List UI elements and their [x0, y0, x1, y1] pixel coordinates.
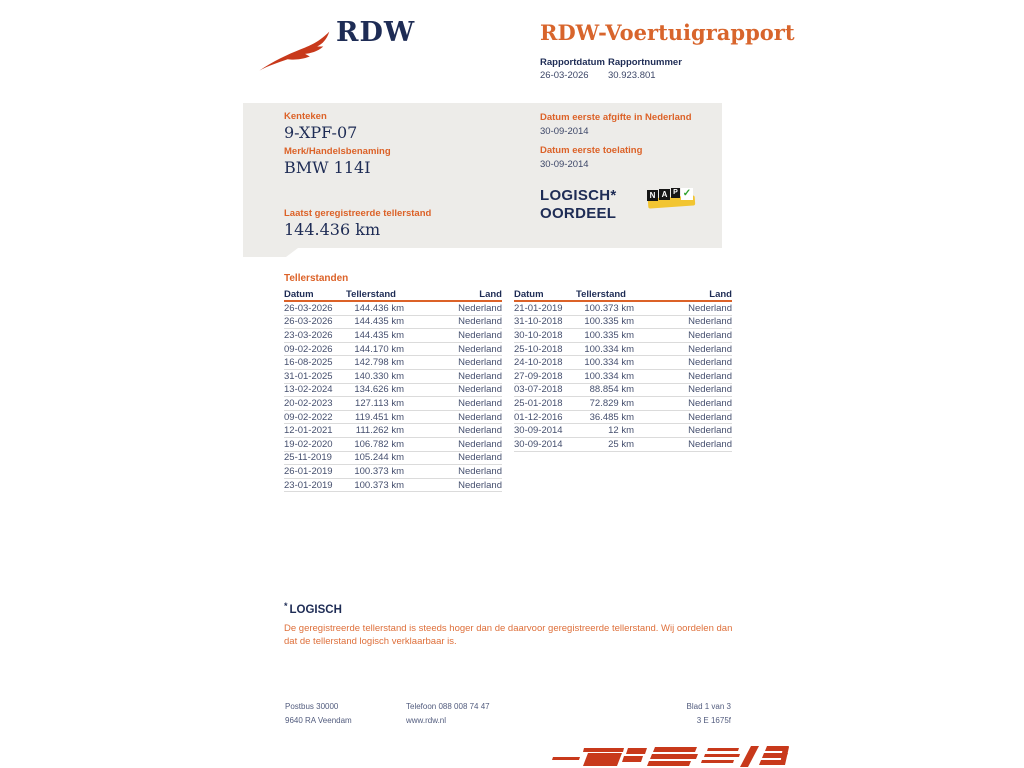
table-cell: Nederland [458, 343, 502, 355]
table-cell: 144.435 km [354, 329, 404, 341]
table-cell: 12-01-2021 [284, 425, 333, 437]
table-header-row [284, 289, 502, 302]
table-cell: 12 km [608, 425, 634, 437]
table-cell: Nederland [458, 438, 502, 450]
table-row [284, 465, 502, 479]
table-cell: 19-02-2020 [284, 438, 333, 450]
table-cell: 144.170 km [354, 343, 404, 355]
table-cell: Nederland [688, 370, 732, 382]
tellerstanden-title: Tellerstanden [284, 273, 349, 284]
table-row [514, 384, 732, 398]
merk-value: BMW 114I [284, 158, 371, 177]
vehicle-summary-panel [243, 103, 722, 248]
eerste-toelating-label: Datum eerste toelating [540, 145, 643, 156]
table-cell: 30-10-2018 [514, 329, 563, 341]
footer-address [285, 700, 352, 728]
table-cell: Nederland [688, 343, 732, 355]
table-cell: Nederland [688, 302, 732, 314]
table-cell: Nederland [688, 438, 732, 450]
table-cell: 21-01-2019 [514, 302, 563, 314]
laatste-tellerstand-label: Laatst geregistreerde tellerstand [284, 208, 432, 219]
table-row [514, 343, 732, 357]
table-cell: Nederland [458, 357, 502, 369]
table-cell: Nederland [458, 425, 502, 437]
table-cell: Nederland [688, 316, 732, 328]
footer-pageinfo [687, 700, 731, 728]
oordeel-line2: OORDEEL [540, 204, 617, 222]
table-cell: Nederland [688, 329, 732, 341]
table-cell: 20-02-2023 [284, 397, 333, 409]
footer-page-number: Blad 1 van 3 [686, 702, 731, 711]
table-row [284, 479, 502, 493]
table-cell: 26-01-2019 [284, 465, 333, 477]
nap-check-icon: ✓ [682, 188, 692, 199]
kenteken-label: Kenteken [284, 111, 327, 122]
table-cell: Nederland [458, 316, 502, 328]
col-header-land: Land [479, 289, 502, 300]
nap-logo [647, 186, 697, 211]
table-row [284, 370, 502, 384]
table-cell: Nederland [458, 384, 502, 396]
table-row [284, 397, 502, 411]
table-row [514, 370, 732, 384]
eerste-afgifte-value: 30-09-2014 [540, 126, 589, 137]
eerste-toelating-value: 30-09-2014 [540, 159, 589, 170]
table-cell: 105.244 km [354, 452, 404, 464]
table-cell: 100.373 km [354, 465, 404, 477]
table-cell: 25-10-2018 [514, 343, 563, 355]
table-cell: 111.262 km [355, 425, 404, 437]
table-row [284, 452, 502, 466]
table-cell: 13-02-2024 [284, 384, 333, 396]
note-asterisk: * [284, 601, 288, 611]
nap-letter-p: P [671, 188, 680, 198]
table-cell: 03-07-2018 [514, 384, 563, 396]
page-title: RDW-Voertuigrapport [540, 20, 795, 45]
table-row [284, 302, 502, 316]
table-cell: 31-10-2018 [514, 316, 563, 328]
nap-letter-a: A [659, 189, 670, 200]
table-row [284, 343, 502, 357]
table-cell: 100.334 km [584, 370, 634, 382]
table-cell: 144.435 km [354, 316, 404, 328]
table-row [284, 424, 502, 438]
table-cell: Nederland [458, 302, 502, 314]
summary-panel-tab-shape [243, 248, 298, 257]
table-cell: 100.334 km [584, 343, 634, 355]
odometer-table-left [284, 289, 502, 492]
table-cell: 106.782 km [354, 438, 404, 450]
col-header-tellerstand: Tellerstand [346, 289, 396, 300]
col-header-datum: Datum [514, 289, 544, 300]
report-date-label: Rapportdatum [540, 57, 605, 68]
speed-lines-graphic [549, 744, 789, 768]
table-row [514, 411, 732, 425]
table-row [514, 356, 732, 370]
table-cell: 72.829 km [589, 397, 634, 409]
table-cell: Nederland [458, 411, 502, 423]
table-cell: 127.113 km [355, 397, 404, 409]
table-cell: 26-03-2026 [284, 302, 333, 314]
table-cell: 100.335 km [584, 316, 634, 328]
eerste-afgifte-label: Datum eerste afgifte in Nederland [540, 112, 692, 123]
footer-address-line2: 9640 RA Veendam [285, 716, 352, 725]
table-row [514, 424, 732, 438]
table-cell: 01-12-2016 [514, 411, 563, 423]
table-cell: 134.626 km [354, 384, 404, 396]
oordeel-line1: LOGISCH* [540, 187, 617, 204]
odometer-table-right [514, 289, 732, 452]
table-cell: 23-01-2019 [284, 479, 333, 491]
table-cell: 31-01-2025 [284, 370, 333, 382]
table-cell: 09-02-2026 [284, 343, 333, 355]
table-row [514, 316, 732, 330]
report-number-value: 30.923.801 [608, 70, 656, 81]
table-cell: Nederland [688, 384, 732, 396]
table-cell: 26-03-2026 [284, 316, 333, 328]
table-cell: 23-03-2026 [284, 329, 333, 341]
table-cell: 100.373 km [354, 479, 404, 491]
footer-contact [406, 700, 490, 728]
table-cell: 25 km [608, 438, 634, 450]
table-cell: Nederland [458, 452, 502, 464]
table-cell: Nederland [688, 425, 732, 437]
laatste-tellerstand-value: 144.436 km [284, 220, 381, 239]
footer-website-link[interactable]: www.rdw.nl [406, 716, 447, 725]
col-header-tellerstand: Tellerstand [576, 289, 626, 300]
table-row [284, 356, 502, 370]
table-cell: 144.436 km [354, 302, 404, 314]
table-cell: 88.854 km [589, 384, 634, 396]
footer-doc-code: 3 E 1675f [696, 716, 731, 725]
table-row [284, 329, 502, 343]
report-number-label: Rapportnummer [608, 57, 682, 68]
col-header-datum: Datum [284, 289, 314, 300]
table-cell: 09-02-2022 [284, 411, 333, 423]
table-cell: 30-09-2014 [514, 425, 563, 437]
col-header-land: Land [709, 289, 732, 300]
table-cell: 30-09-2014 [514, 438, 563, 450]
table-row [514, 329, 732, 343]
table-cell: 27-09-2018 [514, 370, 563, 382]
table-cell: 142.798 km [354, 357, 404, 369]
tellerstanden-section [284, 273, 732, 492]
merk-label: Merk/Handelsbenaming [284, 146, 391, 157]
table-row [514, 302, 732, 316]
table-cell: 36.485 km [589, 411, 634, 423]
table-cell: 119.451 km [355, 411, 404, 423]
logisch-note [284, 601, 739, 648]
table-cell: Nederland [458, 479, 502, 491]
table-cell: 140.330 km [354, 370, 404, 382]
table-cell: 16-08-2025 [284, 357, 333, 369]
footer-phone: Telefoon 088 008 74 47 [406, 702, 490, 711]
oordeel-text [540, 187, 617, 222]
table-row [284, 316, 502, 330]
table-cell: Nederland [688, 411, 732, 423]
table-cell: Nederland [458, 397, 502, 409]
table-cell: 25-11-2019 [284, 452, 332, 464]
table-header-row [514, 289, 732, 302]
table-cell: 25-01-2018 [514, 397, 563, 409]
note-body: De geregistreerde tellerstand is steeds hoger dan de daarvoor geregistreerde tellerstand. Wij oordelen dan dat de tellerstand logisch verklaarbaar is. [284, 623, 733, 647]
table-cell: Nederland [458, 329, 502, 341]
table-cell: 24-10-2018 [514, 357, 563, 369]
table-row [284, 438, 502, 452]
report-meta [540, 56, 682, 82]
table-row [514, 397, 732, 411]
table-cell: Nederland [458, 465, 502, 477]
table-cell: 100.335 km [584, 329, 634, 341]
rdw-logo-text: RDW [336, 17, 416, 48]
table-row [514, 438, 732, 452]
kenteken-value: 9-XPF-07 [284, 123, 358, 142]
table-row [284, 411, 502, 425]
table-cell: Nederland [458, 370, 502, 382]
note-title-text: LOGISCH [289, 604, 342, 616]
table-cell: Nederland [688, 397, 732, 409]
footer-address-line1: Postbus 30000 [285, 702, 339, 711]
nap-letter-n: N [647, 190, 658, 201]
table-cell: 100.373 km [584, 302, 634, 314]
report-date-value: 26-03-2026 [540, 70, 589, 81]
rdw-feather-logo-icon [258, 28, 332, 73]
table-cell: 100.334 km [584, 357, 634, 369]
table-row [284, 384, 502, 398]
table-cell: Nederland [688, 357, 732, 369]
note-title [284, 601, 739, 616]
